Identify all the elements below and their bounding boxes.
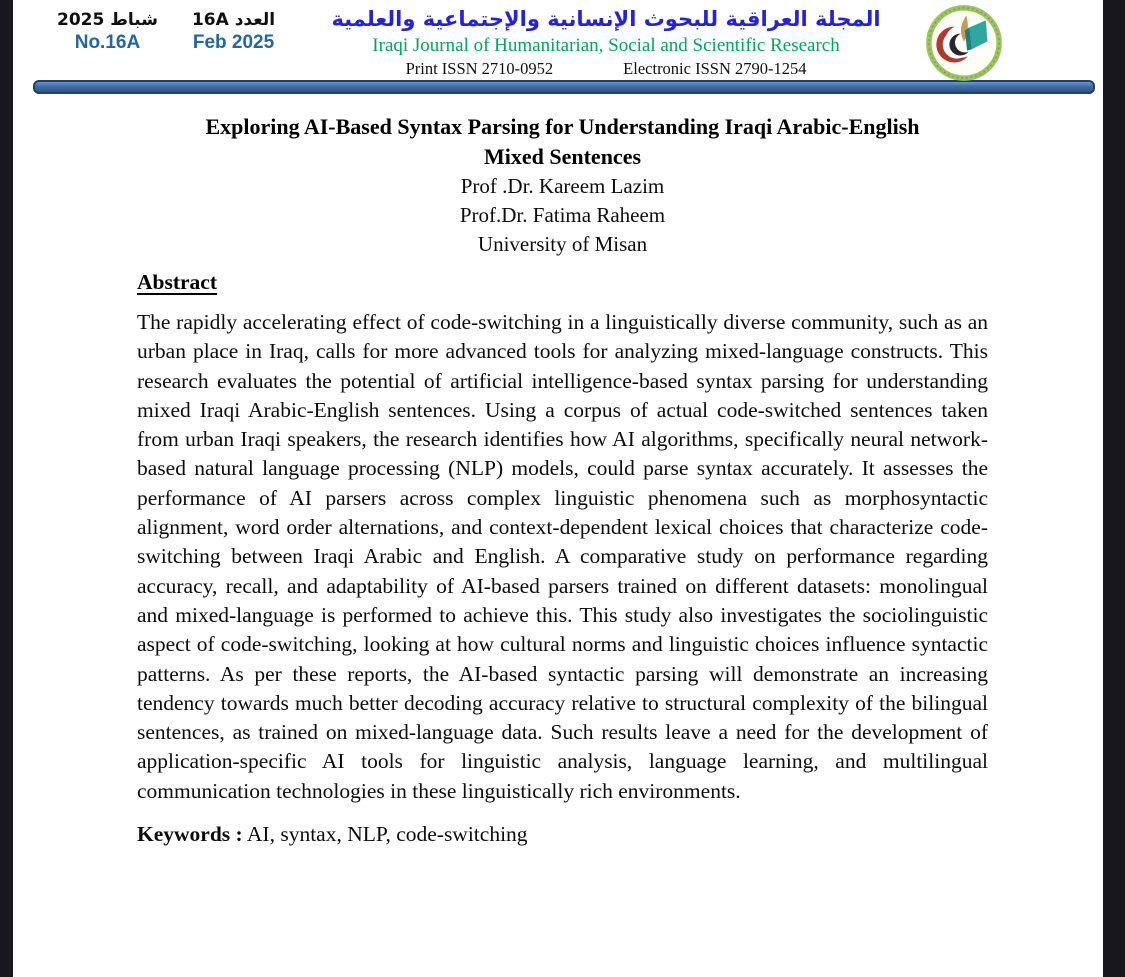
journal-title-english: Iraqi Journal of Humanitarian, Social and Scientific Research bbox=[372, 35, 840, 56]
abstract-heading: Abstract bbox=[137, 270, 218, 294]
journal-first-page bbox=[13, 0, 1103, 977]
keywords-label: Keywords : bbox=[137, 822, 243, 847]
issue-column-right bbox=[192, 10, 275, 54]
journal-logo-icon bbox=[925, 4, 1003, 84]
author-name: Prof.Dr. Fatima Raheem bbox=[459, 203, 666, 227]
electronic-issn: Electronic ISSN 2790-1254 bbox=[623, 59, 807, 78]
keywords-line bbox=[137, 820, 988, 849]
journal-masthead bbox=[13, 0, 1103, 82]
journal-title-arabic: المجلة العراقية للبحوث الإنسانية والإجتماعية والعلمية bbox=[331, 7, 881, 31]
issue-month-arabic: شباط 2025 bbox=[57, 10, 158, 30]
author-affiliation: University of Misan bbox=[477, 232, 648, 256]
article-title-line1: Exploring AI-Based Syntax Parsing for Understanding Iraqi Arabic-English bbox=[205, 114, 920, 139]
article-title bbox=[137, 112, 988, 172]
journal-titles bbox=[275, 4, 919, 79]
issue-month-english: Feb 2025 bbox=[192, 32, 275, 53]
issue-info-block bbox=[57, 10, 275, 54]
abstract-paragraph: The rapidly accelerating effect of code-switching in a linguistically diverse community, such as an urban place in Iraq, calls for more advanced tools for analyzing mixed-language constructs. This research evaluates the potential of artificial intelligence-based syntax parsing for understanding mixed Iraqi Arabic-English sentences. Using a corpus of actual code-switched sentences taken from urban Iraqi speakers, the research identifies how AI algorithms, specifically neural network-based natural language processing (NLP) models, could parse syntax accurately. It assesses the performance of AI parsers across complex linguistic phenomena such as morphosyntactic alignment, word order alternations, and context-dependent lexical choices that characterize code-switching between Iraqi Arabic and English. A comparative study on performance regarding accuracy, recall, and adaptability of AI-based parsers trained on different datasets: monolingual and mixed-language is performed to achieve this. This study also investigates the sociolinguistic aspect of code-switching, looking at how cultural norms and linguistic choices influence syntactic patterns. As per these reports, the AI-based syntactic parsing will demonstrate an increasing tendency towards much better decoding accuracy relative to structural complexity of the bilingual sentences, as trained on mixed-language data. Such results leave a need for the development of application-specific AI tools for linguistic analysis, language learning, and multilingual communication technologies in these linguistically rich environments. bbox=[137, 310, 988, 803]
article-body bbox=[13, 96, 1103, 849]
print-issn: Print ISSN 2710-0952 bbox=[405, 59, 554, 78]
issue-number-arabic: العدد 16A bbox=[191, 10, 276, 30]
issn-row bbox=[293, 58, 919, 79]
issue-column-left bbox=[57, 10, 158, 54]
issue-number-english: No.16A bbox=[74, 32, 141, 53]
keywords-text: AI, syntax, NLP, code-switching bbox=[242, 822, 528, 847]
author-name: Prof .Dr. Kareem Lazim bbox=[460, 174, 665, 198]
article-title-line2: Mixed Sentences bbox=[483, 144, 642, 169]
